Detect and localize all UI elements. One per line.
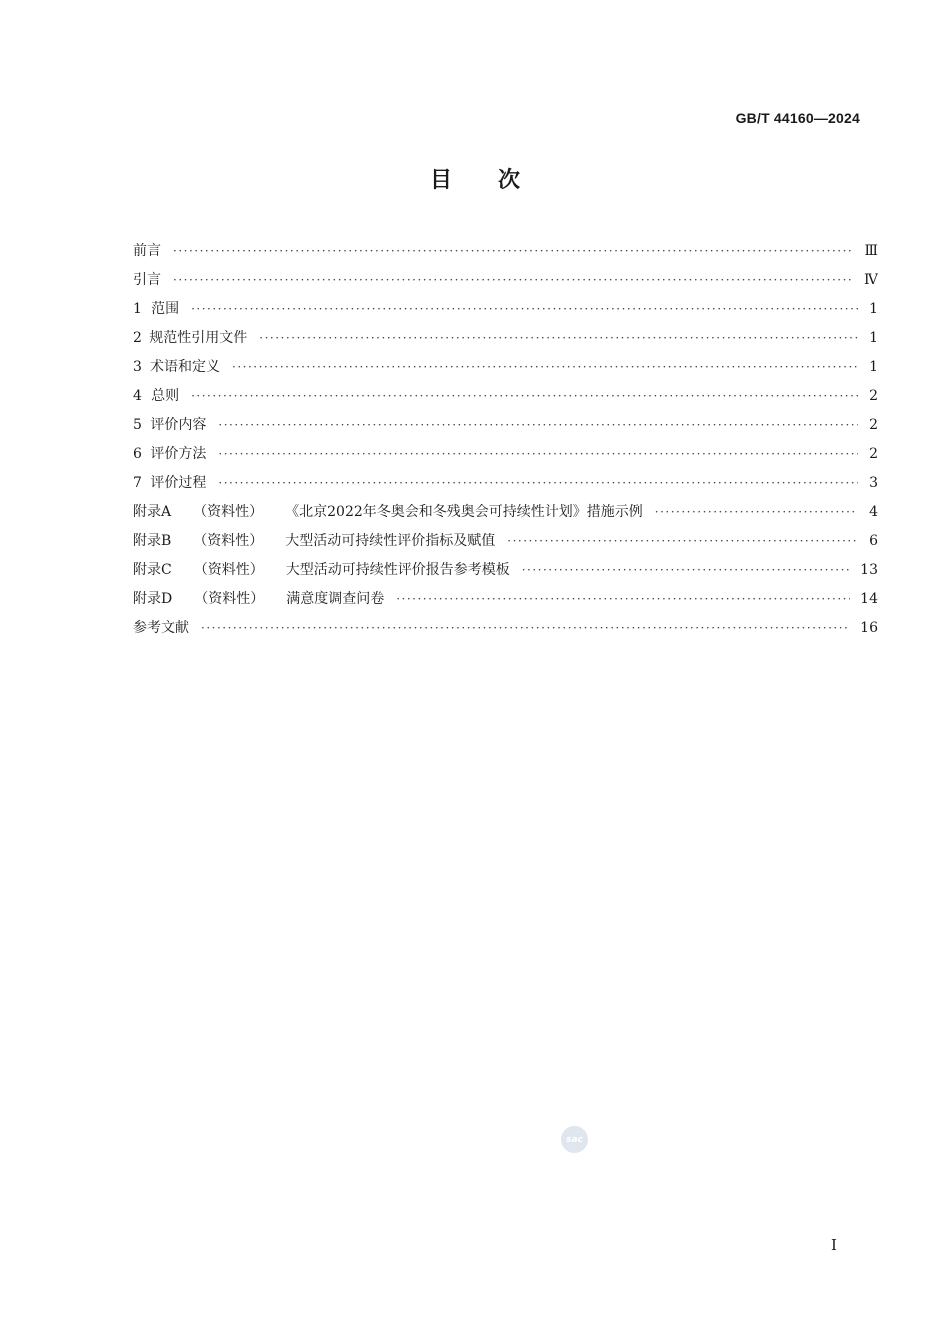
toc-entry-label: 规范性引用文件 [149, 330, 248, 346]
toc-entry-page: Ⅳ [864, 272, 878, 288]
toc-entry-introduction[interactable] [133, 269, 878, 298]
toc-entry-page: 2 [869, 446, 878, 462]
toc-appendix-name: 附录C [133, 562, 172, 578]
toc-dot-leader [218, 418, 858, 432]
toc-entry-page: 4 [869, 504, 878, 520]
toc-entry-appendix-c[interactable] [133, 559, 878, 588]
toc-entry-label: 前言 [133, 243, 161, 259]
page-title: 目次 [429, 168, 566, 193]
toc-entry-page: 13 [860, 562, 878, 578]
toc-entry-general[interactable] [133, 385, 878, 414]
toc-dot-leader [259, 331, 858, 345]
toc-entry-label: 术语和定义 [150, 359, 220, 375]
toc-dot-leader [396, 592, 850, 606]
toc-appendix-title: 《北京2022年冬奥会和冬残奥会可持续性计划》措施示例 [285, 504, 643, 520]
toc-entry-appendix-b[interactable] [133, 530, 878, 559]
toc-entry-label: 评价过程 [150, 475, 207, 491]
toc-entry-number: 5 [133, 417, 142, 433]
toc-entry-page: 1 [869, 359, 878, 375]
toc-entry-page: 16 [860, 620, 878, 636]
toc-dot-leader [507, 534, 858, 548]
toc-dot-leader [522, 563, 850, 577]
table-of-contents [133, 240, 878, 646]
toc-entry-number: 6 [133, 446, 142, 462]
toc-entry-label: 引言 [133, 272, 161, 288]
toc-entry-number: 2 [133, 330, 142, 346]
toc-appendix-type: （资料性） [194, 591, 265, 607]
toc-appendix-title: 大型活动可持续性评价报告参考模板 [285, 562, 510, 578]
toc-entry-scope[interactable] [133, 298, 878, 327]
toc-entry-label: 评价方法 [150, 446, 207, 462]
toc-entry-page: 2 [869, 417, 878, 433]
toc-entry-number: 7 [133, 475, 142, 491]
toc-dot-leader [655, 505, 858, 519]
toc-entry-normative-references[interactable] [133, 327, 878, 356]
toc-entry-page: 1 [869, 330, 878, 346]
watermark-text: sac [566, 1134, 583, 1145]
toc-dot-leader [191, 302, 858, 316]
toc-entry-label: 参考文献 [133, 620, 189, 636]
toc-appendix-type: （资料性） [193, 504, 264, 520]
toc-entry-label: 范围 [151, 301, 180, 317]
toc-entry-evaluation-method[interactable] [133, 443, 878, 472]
page-number: Ⅰ [831, 1236, 837, 1254]
toc-entry-page: 14 [860, 591, 878, 607]
toc-entry-evaluation-process[interactable] [133, 472, 878, 501]
toc-appendix-name: 附录D [133, 591, 173, 607]
toc-entry-references[interactable] [133, 617, 878, 646]
toc-entry-page: 2 [869, 388, 878, 404]
toc-entry-number: 3 [133, 359, 142, 375]
toc-entry-page: 3 [869, 475, 878, 491]
toc-entry-appendix-d[interactable] [133, 588, 878, 617]
toc-dot-leader [201, 621, 850, 635]
toc-dot-leader [218, 447, 858, 461]
standard-code: GB/T 44160—2024 [735, 110, 860, 126]
toc-entry-number: 1 [133, 301, 142, 317]
toc-appendix-title: 满意度调查问卷 [286, 591, 385, 607]
toc-appendix-name: 附录A [133, 504, 172, 520]
toc-appendix-name: 附录B [133, 533, 172, 549]
toc-appendix-type: （资料性） [193, 533, 264, 549]
toc-entry-label: 总则 [151, 388, 180, 404]
toc-dot-leader [191, 389, 858, 403]
toc-appendix-type: （资料性） [193, 562, 264, 578]
toc-entry-page: 6 [869, 533, 878, 549]
toc-entry-evaluation-content[interactable] [133, 414, 878, 443]
sac-watermark-logo [561, 1126, 588, 1153]
toc-entry-foreword[interactable] [133, 240, 878, 269]
toc-dot-leader [232, 360, 858, 374]
toc-entry-page: Ⅲ [864, 243, 878, 259]
toc-appendix-title: 大型活动可持续性评价指标及赋值 [285, 533, 496, 549]
toc-entry-appendix-a[interactable] [133, 501, 878, 530]
toc-entry-terms-definitions[interactable] [133, 356, 878, 385]
toc-entry-label: 评价内容 [150, 417, 207, 433]
toc-entry-page: 1 [869, 301, 878, 317]
toc-dot-leader [173, 273, 854, 287]
toc-dot-leader [173, 244, 854, 258]
toc-dot-leader [218, 476, 858, 490]
toc-entry-number: 4 [133, 388, 142, 404]
